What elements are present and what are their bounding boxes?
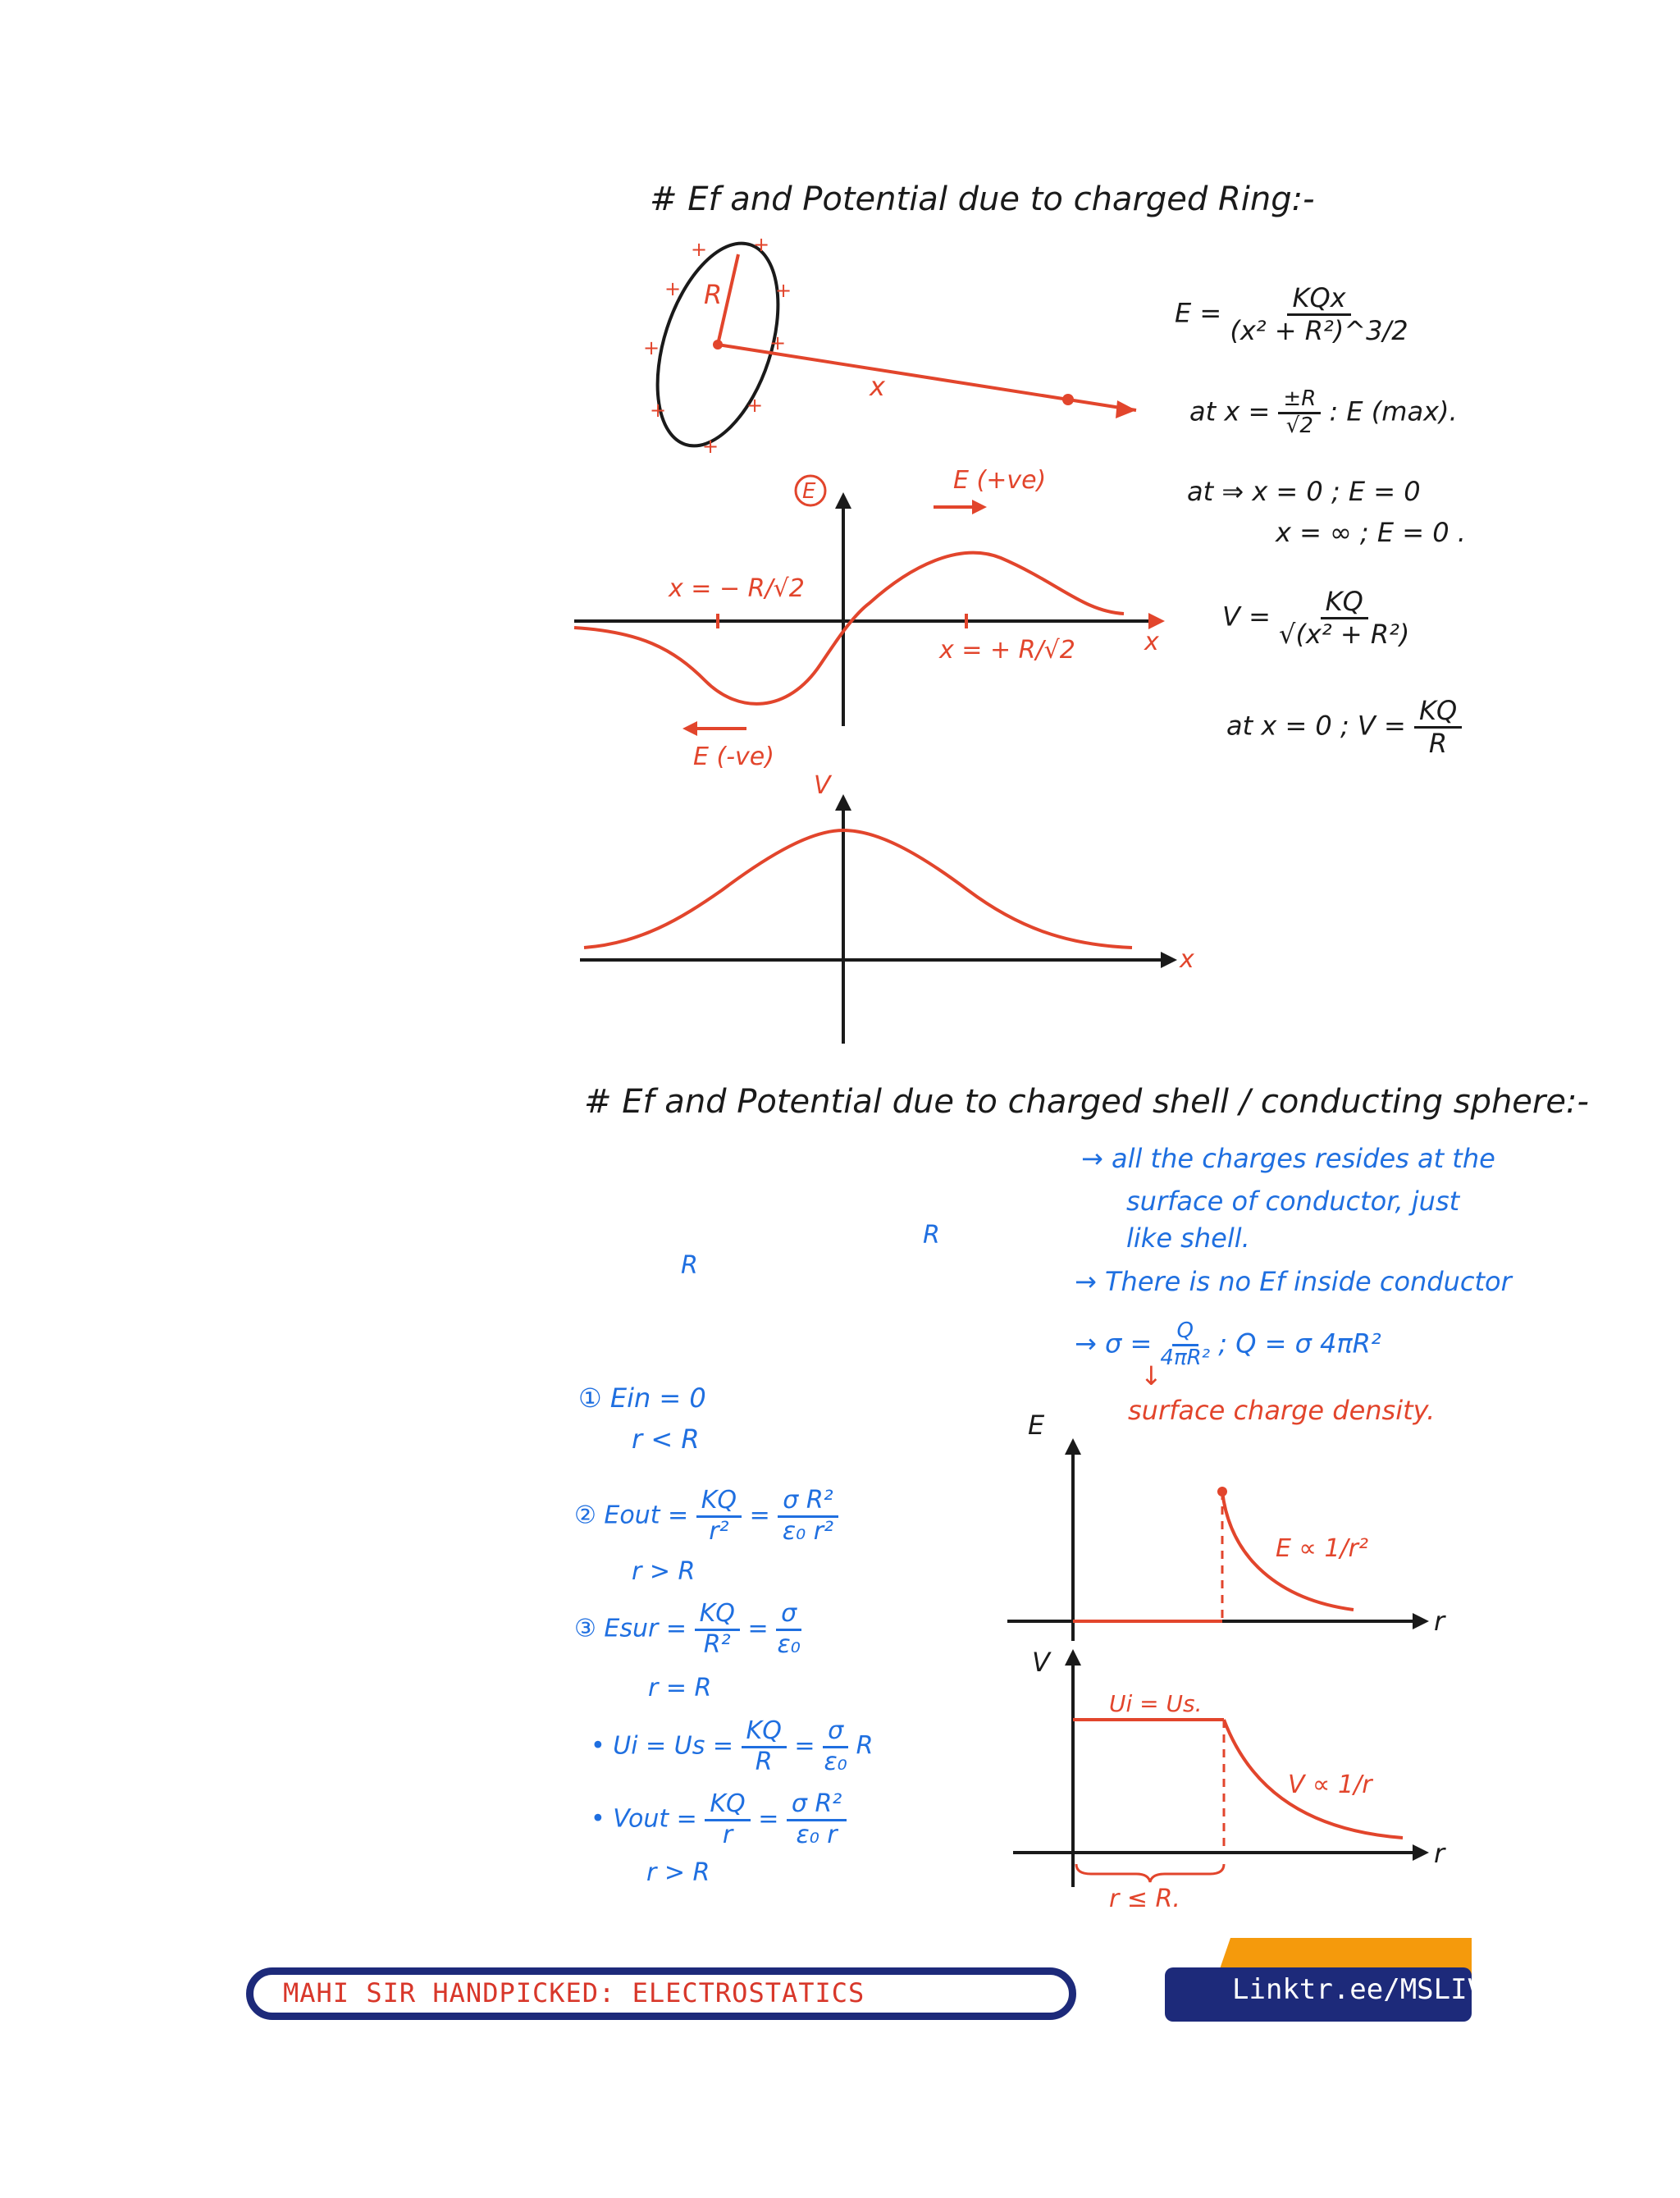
e-positive-label: E (+ve)	[953, 466, 1047, 495]
footer-title: MAHI SIR HANDPICKED: ELECTROSTATICS	[283, 1977, 865, 2008]
v-graph-x-axis-label: x	[1180, 945, 1194, 974]
result-3: ③ Esur = $\frac{KQ}{\text{R²}}$ = $\frac{\sigma}{\text{ε₀}}$	[574, 1599, 801, 1659]
svg-text:+: +	[753, 233, 770, 256]
shell-e-proportional-label: E ∝ 1/r²	[1276, 1534, 1369, 1563]
e-zero-line-2: x = ∞ ; E = 0 .	[1276, 517, 1466, 548]
ring-radius-label: R	[704, 279, 723, 310]
result-2-cond: r > R	[632, 1557, 696, 1586]
svg-text:+: +	[691, 238, 708, 261]
sigma-arrow: ↓	[1140, 1360, 1162, 1391]
x-positive-label: x = + R/√2	[939, 636, 1075, 665]
sphere-radius-label: R	[923, 1221, 940, 1250]
ring	[635, 228, 1136, 461]
svg-text:+: +	[775, 279, 792, 302]
note-line-1: → all the charges resides at the	[1081, 1143, 1495, 1174]
ring-distance-label: x	[870, 371, 885, 402]
e-zero-line-1: at ⇒ x = 0 ; E = 0	[1187, 476, 1421, 507]
v0-formula: at x = 0 ; V = $\frac{KQ}{R}$	[1226, 696, 1462, 759]
sigma-formula: → σ = $\frac{Q}{\text{4πR²}}$ ; Q = σ 4πR²	[1075, 1318, 1381, 1370]
v-formula: V = $\frac{KQ}{\text{√(x² + R²)}}$	[1222, 586, 1410, 650]
shell-v-range-label: r ≤ R.	[1109, 1885, 1180, 1913]
bullet-2: • Vout = $\frac{KQ}{r}$ = $\frac{\text{σ R²}}{\text{ε₀ r}}$	[591, 1790, 847, 1849]
ring-v-graph	[580, 794, 1177, 1044]
svg-text:+: +	[746, 394, 764, 417]
svg-text:+: +	[643, 336, 660, 359]
shell-radius-label: R	[681, 1251, 698, 1280]
shell-v-graph	[1013, 1649, 1429, 1887]
result-2: ② Eout = $\frac{KQ}{\text{r²}}$ = $\frac{\text{σ R²}}{\text{ε₀ r²}}$	[574, 1487, 838, 1546]
surface-density-label: surface charge density.	[1128, 1395, 1436, 1426]
result-1b: r < R	[632, 1423, 700, 1455]
e-formula: E = $\frac{\text{KQx}}{\text{(x² + R²)\textasciicircum{}3/2}}$	[1175, 282, 1408, 346]
shell-v-axis-label: V	[1032, 1647, 1050, 1678]
footer-link[interactable]: Linktr.ee/MSLIVE	[1232, 1973, 1501, 2006]
note-line-2: surface of conductor, just	[1126, 1186, 1460, 1217]
shell-v-x-axis-label: r	[1434, 1838, 1445, 1869]
svg-text:+: +	[650, 399, 667, 422]
shell-e-x-axis-label: r	[1434, 1606, 1445, 1637]
ring-e-graph	[574, 476, 1165, 736]
section1-title: # Ef and Potential due to charged Ring:-	[650, 181, 1315, 218]
result-3-cond: r = R	[648, 1674, 712, 1702]
e-graph-x-axis-label: x	[1144, 628, 1159, 656]
note-line-3: like shell.	[1126, 1222, 1250, 1254]
note-line-4: → There is no Ef inside conductor	[1075, 1266, 1512, 1297]
emax-formula: at x = $\frac{\pm R}{√2}$ : E (max).	[1189, 386, 1458, 438]
svg-text:+: +	[664, 277, 682, 300]
shell-v-flat-label: Ui = Us.	[1109, 1690, 1203, 1717]
shell-graphs	[0, 1395, 1680, 1920]
v-axis-label: V	[814, 771, 831, 800]
e-negative-label: E (-ve)	[693, 743, 774, 771]
svg-text:+: +	[702, 435, 719, 458]
bullet-2-cond: r > R	[646, 1858, 710, 1887]
x-negative-label: x = − R/√2	[669, 574, 805, 603]
result-1a: ① Ein = 0	[578, 1382, 706, 1414]
e-axis-label: E	[802, 479, 816, 504]
shell-v-proportional-label: V ∝ 1/r	[1288, 1771, 1372, 1799]
shell-e-axis-label: E	[1028, 1410, 1045, 1441]
bullet-1: • Ui = Us = $\frac{KQ}{R}$ = $\frac{\sigma}{\text{ε₀}}$ R	[591, 1716, 874, 1776]
section2-title: # Ef and Potential due to charged shell / conducting sphere:-	[584, 1083, 1589, 1121]
svg-text:+: +	[769, 331, 787, 354]
